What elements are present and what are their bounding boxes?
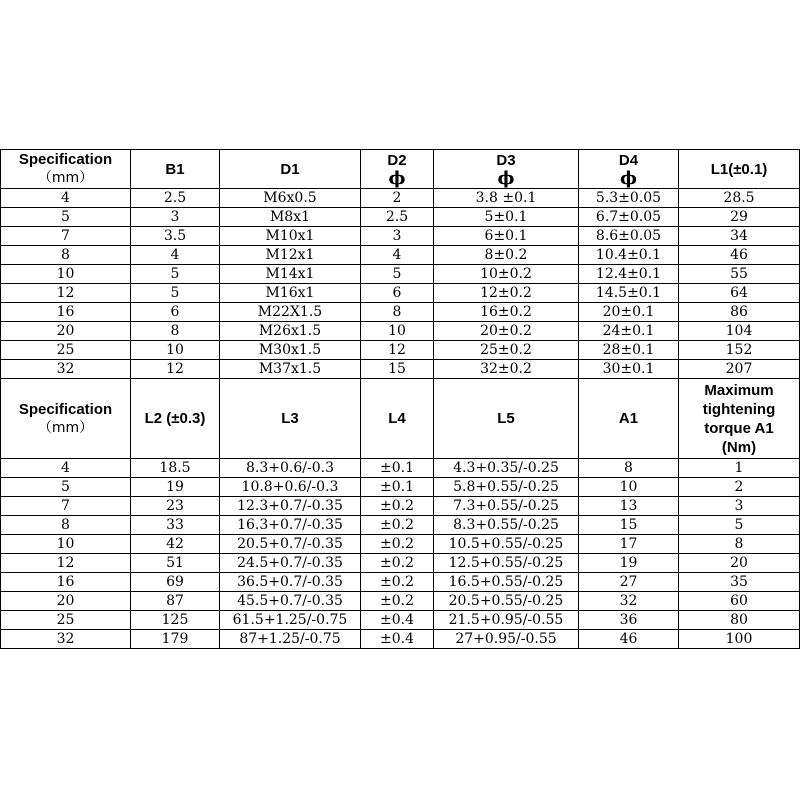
table-cell: 10.5+0.55/-0.25: [434, 535, 579, 554]
header-d3-label: D3: [496, 151, 516, 169]
table-cell: 20.5+0.7/-0.35: [220, 535, 361, 554]
table-cell: 8: [361, 303, 434, 322]
header-a1: A1: [579, 379, 679, 459]
table-cell: 32: [1, 630, 131, 649]
table-cell: M37x1.5: [220, 360, 361, 379]
table-cell: 5: [131, 284, 220, 303]
table-cell: 15: [361, 360, 434, 379]
header-l5: L5: [434, 379, 579, 459]
table-cell: 32±0.2: [434, 360, 579, 379]
table-cell: ±0.2: [361, 497, 434, 516]
table-cell: M22X1.5: [220, 303, 361, 322]
header-l4: L4: [361, 379, 434, 459]
table-cell: 42: [131, 535, 220, 554]
table-cell: 16±0.2: [434, 303, 579, 322]
table-cell: 12.5+0.55/-0.25: [434, 554, 579, 573]
table-cell: 12: [131, 360, 220, 379]
header-spec-unit: （mm）: [37, 170, 94, 186]
table-cell: 10: [1, 265, 131, 284]
table-cell: 16: [1, 303, 131, 322]
header-d4-label: D4: [618, 151, 639, 169]
table-cell: 87+1.25/-0.75: [220, 630, 361, 649]
table-cell: 12: [361, 341, 434, 360]
table-row: [1, 189, 800, 208]
table-cell: 64: [679, 284, 800, 303]
table-cell: 36: [579, 611, 679, 630]
table-cell: M8x1: [220, 208, 361, 227]
table-cell: 46: [579, 630, 679, 649]
header-d2-label: D2: [387, 151, 407, 169]
header-torque-line4: (Nm): [721, 438, 757, 456]
table-cell: 86: [679, 303, 800, 322]
table-cell: 5±0.1: [434, 208, 579, 227]
table-cell: 5.3±0.05: [579, 189, 679, 208]
table-cell: 20±0.2: [434, 322, 579, 341]
table-row: [1, 611, 800, 630]
table-cell: 3.8 ±0.1: [434, 189, 579, 208]
table-cell: 8±0.2: [434, 246, 579, 265]
table-cell: 10: [361, 322, 434, 341]
table-cell: 36.5+0.7/-0.35: [220, 573, 361, 592]
table-row: [1, 303, 800, 322]
table-cell: 7.3+0.55/-0.25: [434, 497, 579, 516]
table-row: [1, 208, 800, 227]
table-cell: ±0.2: [361, 554, 434, 573]
table-cell: 104: [679, 322, 800, 341]
table-cell: 20: [1, 592, 131, 611]
table-cell: 69: [131, 573, 220, 592]
table-cell: 80: [679, 611, 800, 630]
table-cell: 4: [131, 246, 220, 265]
table-cell: 179: [131, 630, 220, 649]
table-cell: 25±0.2: [434, 341, 579, 360]
table-cell: ±0.2: [361, 516, 434, 535]
header-spec2-unit: （mm）: [37, 419, 94, 436]
header-torque-line2: tightening: [702, 400, 776, 418]
table-cell: 30±0.1: [579, 360, 679, 379]
table-cell: 3: [679, 497, 800, 516]
table-cell: ±0.1: [361, 478, 434, 497]
table-cell: 14.5±0.1: [579, 284, 679, 303]
table-cell: 87: [131, 592, 220, 611]
table-cell: 4: [1, 459, 131, 478]
diameter-symbol: ϕ: [497, 167, 515, 189]
table-cell: 20: [1, 322, 131, 341]
table-cell: 3: [131, 208, 220, 227]
table-cell: 28±0.1: [579, 341, 679, 360]
diameter-symbol: ϕ: [620, 167, 637, 189]
header-d4: [579, 150, 679, 189]
table-cell: 46: [679, 246, 800, 265]
table-cell: 3: [361, 227, 434, 246]
table-cell: 16: [1, 573, 131, 592]
header-l3: L3: [220, 379, 361, 459]
table-cell: 28.5: [679, 189, 800, 208]
table-row: [1, 630, 800, 649]
table-cell: 18.5: [131, 459, 220, 478]
table-cell: M26x1.5: [220, 322, 361, 341]
table-cell: M14x1: [220, 265, 361, 284]
table-cell: 15: [579, 516, 679, 535]
table-cell: 24.5+0.7/-0.35: [220, 554, 361, 573]
table-cell: 125: [131, 611, 220, 630]
table-cell: 61.5+1.25/-0.75: [220, 611, 361, 630]
table-cell: 207: [679, 360, 800, 379]
table-cell: 19: [579, 554, 679, 573]
table-cell: 45.5+0.7/-0.35: [220, 592, 361, 611]
table-cell: 10: [579, 478, 679, 497]
table-cell: 5: [1, 478, 131, 497]
table-cell: 21.5+0.95/-0.55: [434, 611, 579, 630]
table-cell: 8: [1, 246, 131, 265]
header-l1: L1(±0.1): [679, 150, 800, 189]
table-cell: 8: [1, 516, 131, 535]
table-cell: 16.5+0.55/-0.25: [434, 573, 579, 592]
table-cell: M6x0.5: [220, 189, 361, 208]
table-row: [1, 322, 800, 341]
table-cell: 32: [579, 592, 679, 611]
table-row: [1, 246, 800, 265]
table-row: [1, 497, 800, 516]
table-cell: 60: [679, 592, 800, 611]
header-torque-line3: torque A1: [704, 419, 774, 437]
table-row: [1, 573, 800, 592]
table-cell: 24±0.1: [579, 322, 679, 341]
table-cell: 4: [1, 189, 131, 208]
table-cell: 35: [679, 573, 800, 592]
table-cell: 33: [131, 516, 220, 535]
table-cell: ±0.4: [361, 630, 434, 649]
table-cell: ±0.2: [361, 573, 434, 592]
table-row: [1, 284, 800, 303]
table-cell: 5: [679, 516, 800, 535]
table-cell: 25: [1, 341, 131, 360]
table-cell: 51: [131, 554, 220, 573]
table-cell: M30x1.5: [220, 341, 361, 360]
header-max-torque: [679, 379, 800, 459]
table-cell: 8.6±0.05: [579, 227, 679, 246]
header-specification-2: [1, 379, 131, 459]
table-cell: 17: [579, 535, 679, 554]
table-cell: 25: [1, 611, 131, 630]
table-row: [1, 516, 800, 535]
diameter-symbol: ϕ: [388, 167, 406, 189]
table-cell: 10.4±0.1: [579, 246, 679, 265]
table-cell: 8: [679, 535, 800, 554]
specification-table: [0, 149, 800, 649]
table-cell: 2.5: [131, 189, 220, 208]
table-row: [1, 265, 800, 284]
table-cell: 6: [131, 303, 220, 322]
table-row: [1, 535, 800, 554]
table-cell: 5: [131, 265, 220, 284]
table-cell: M10x1: [220, 227, 361, 246]
table-row: [1, 341, 800, 360]
header-d1: D1: [220, 150, 361, 189]
table-cell: 4: [361, 246, 434, 265]
table-cell: 12.3+0.7/-0.35: [220, 497, 361, 516]
table-cell: 32: [1, 360, 131, 379]
table-cell: 5.8+0.55/-0.25: [434, 478, 579, 497]
table-row: [1, 592, 800, 611]
table2-header-row: [1, 379, 800, 459]
table-cell: 19: [131, 478, 220, 497]
header-d3: [434, 150, 579, 189]
table-cell: 1: [679, 459, 800, 478]
table-cell: ±0.4: [361, 611, 434, 630]
header-spec-line1: Specification: [18, 151, 113, 168]
header-torque-line1: Maximum: [704, 381, 774, 399]
table-cell: 55: [679, 265, 800, 284]
table-cell: 12: [1, 284, 131, 303]
table-cell: 6: [361, 284, 434, 303]
table-cell: 8: [131, 322, 220, 341]
table-row: [1, 227, 800, 246]
table-cell: 20.5+0.55/-0.25: [434, 592, 579, 611]
table-cell: M12x1: [220, 246, 361, 265]
specification-table-body: [1, 150, 800, 649]
table-cell: 5: [361, 265, 434, 284]
table-cell: 20: [679, 554, 800, 573]
table-cell: 3.5: [131, 227, 220, 246]
table-cell: 7: [1, 227, 131, 246]
table-cell: M16x1: [220, 284, 361, 303]
header-specification: [1, 150, 131, 189]
table-cell: 27+0.95/-0.55: [434, 630, 579, 649]
table-cell: 7: [1, 497, 131, 516]
table-cell: 2.5: [361, 208, 434, 227]
table-cell: 12.4±0.1: [579, 265, 679, 284]
table-cell: ±0.2: [361, 592, 434, 611]
table-cell: 34: [679, 227, 800, 246]
table-cell: 6±0.1: [434, 227, 579, 246]
table-cell: 20±0.1: [579, 303, 679, 322]
table-cell: 16.3+0.7/-0.35: [220, 516, 361, 535]
table-cell: 4.3+0.35/-0.25: [434, 459, 579, 478]
table-cell: 10.8+0.6/-0.3: [220, 478, 361, 497]
table-cell: 152: [679, 341, 800, 360]
table-row: [1, 459, 800, 478]
table-cell: 8: [579, 459, 679, 478]
table-cell: 2: [679, 478, 800, 497]
table-cell: ±0.2: [361, 535, 434, 554]
table-cell: 10: [1, 535, 131, 554]
table-cell: 23: [131, 497, 220, 516]
table-cell: 10±0.2: [434, 265, 579, 284]
table-cell: 12±0.2: [434, 284, 579, 303]
table-cell: 10: [131, 341, 220, 360]
table-row: [1, 478, 800, 497]
table1-header-row: [1, 150, 800, 189]
table-cell: 12: [1, 554, 131, 573]
table-cell: 13: [579, 497, 679, 516]
table-cell: 8.3+0.55/-0.25: [434, 516, 579, 535]
table-cell: 8.3+0.6/-0.3: [220, 459, 361, 478]
table-cell: ±0.1: [361, 459, 434, 478]
table-cell: 29: [679, 208, 800, 227]
table-cell: 100: [679, 630, 800, 649]
table-cell: 27: [579, 573, 679, 592]
table-row: [1, 554, 800, 573]
header-l2: L2 (±0.3): [131, 379, 220, 459]
header-b1: B1: [131, 150, 220, 189]
header-spec2-line1: Specification: [18, 400, 113, 418]
header-d2: [361, 150, 434, 189]
table-row: [1, 360, 800, 379]
table-cell: 5: [1, 208, 131, 227]
table-cell: 2: [361, 189, 434, 208]
table-cell: 6.7±0.05: [579, 208, 679, 227]
